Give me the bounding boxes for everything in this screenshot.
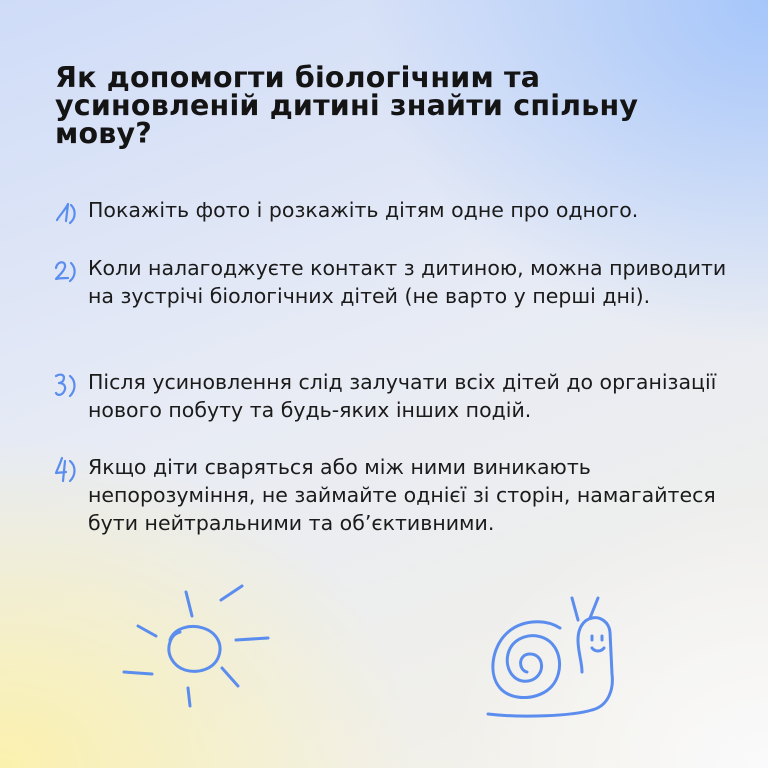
page-title: Як допомогти біологічним та усиновленій дитині знайти спільну мову?: [55, 61, 639, 150]
number-1-icon: [54, 198, 78, 228]
item-text: Покажіть фото і розкажіть дітям одне про одного.: [88, 198, 639, 222]
snail-doodle-icon: [482, 592, 632, 722]
item-text: Коли налагоджуєте контакт з дитиною, можна приводити на зустрічі біологічних дітей (не варто у перші дні).: [88, 256, 727, 308]
item-text: Якщо діти сваряться або між ними виникають непорозуміння, не займайте однієї зі сторін, намагайтеся бути нейтральними та об’єктивними.: [88, 455, 716, 535]
item-text: Після усиновлення слід залучати всіх дітей до організації нового побуту та будь-яких інших подій.: [88, 370, 717, 422]
number-2-icon: [54, 256, 78, 286]
number-3-icon: [54, 370, 78, 400]
sun-doodle-icon: [118, 582, 278, 712]
number-4-icon: [54, 455, 78, 485]
